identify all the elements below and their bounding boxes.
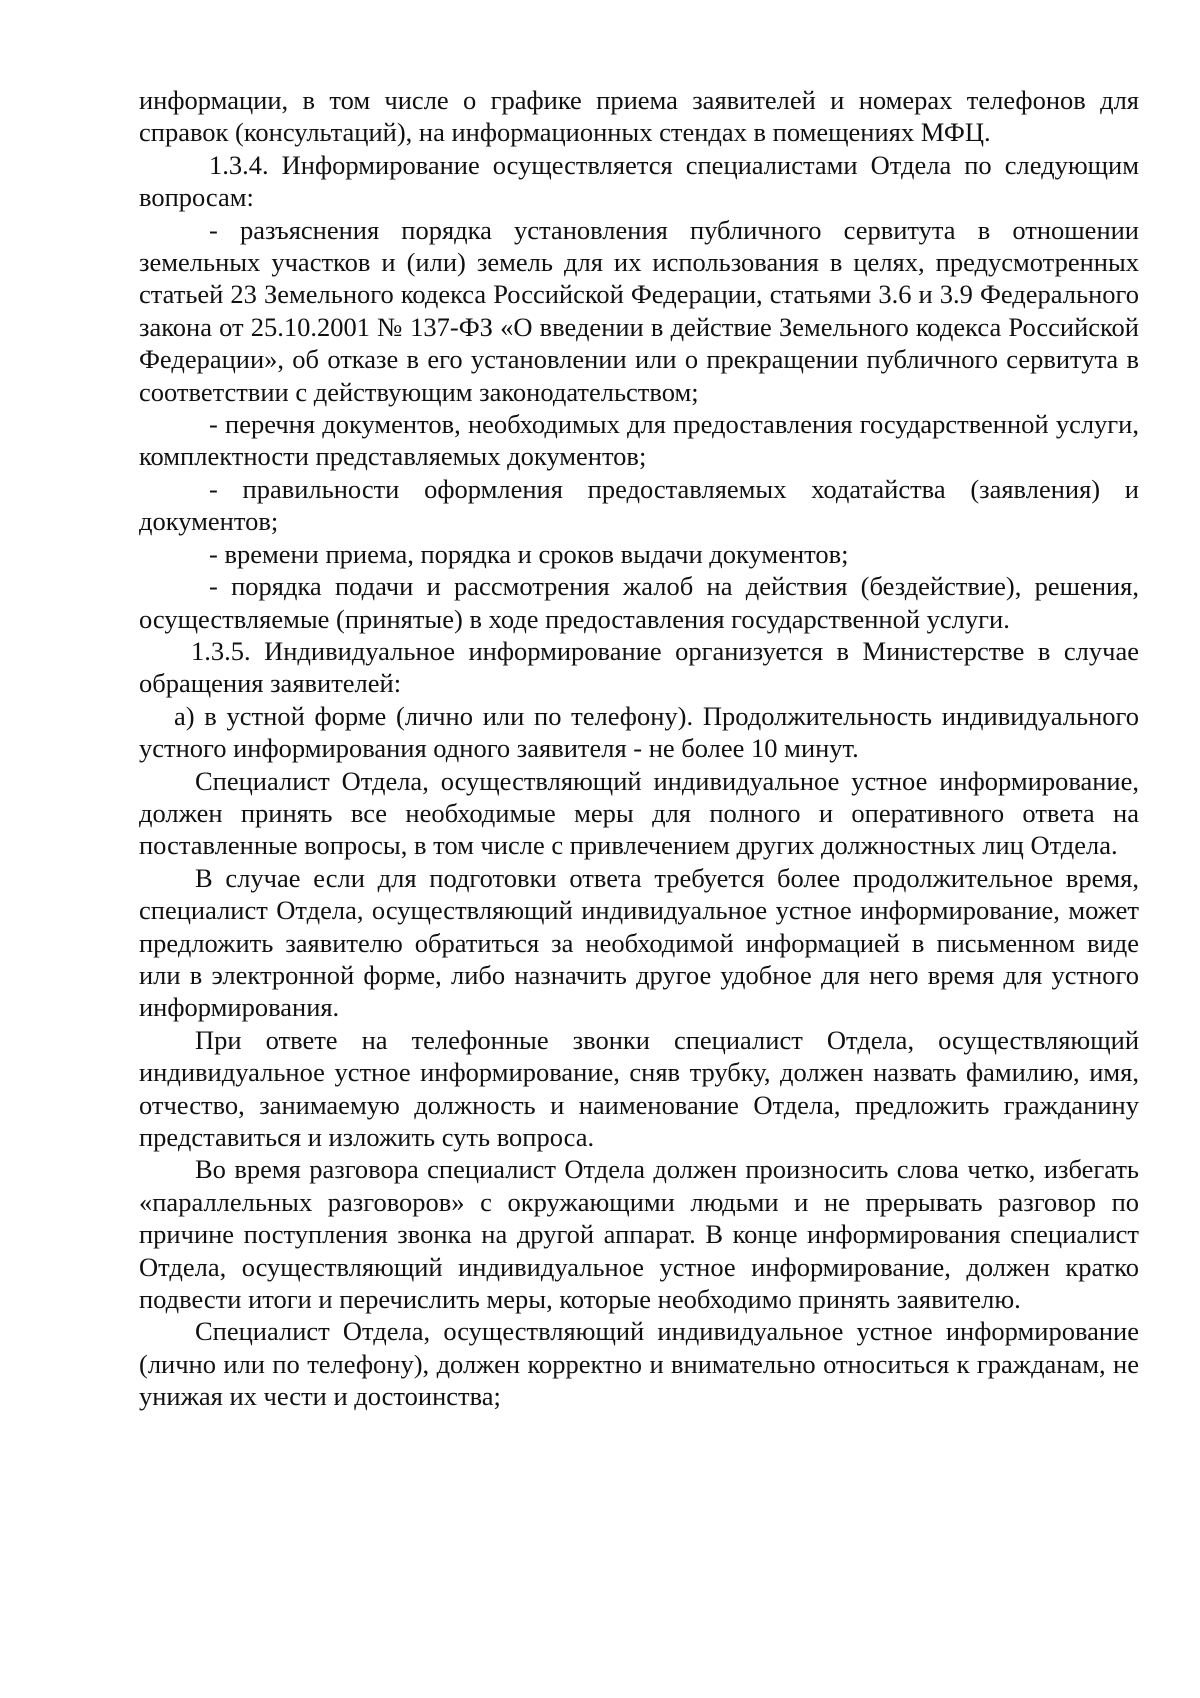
list-item-reception-time: - времени приема, порядка и сроков выдачи документов; xyxy=(209,538,849,569)
paragraph-courtesy: Специалист Отдела, осуществляющий индивидуальное устное информирование (лично или по телефону), должен корректно и внимательно относиться к гражданам, не унижая их чести и достоинства; xyxy=(139,1316,1139,1412)
paragraph-phone-calls: При ответе на телефонные звонки специалист Отдела, осуществляющий индивидуальное устное информирование, сняв трубку, должен назвать фамилию, имя, отчество, занимаемую должность и наименование Отдела, предложить гражданину представиться и изложить суть вопроса. xyxy=(139,1024,1139,1152)
document-page xyxy=(139,84,1139,1413)
paragraph-1-3-5: 1.3.5. Индивидуальное информирование организуется в Министерстве в случае обращения заявителей: xyxy=(139,635,1139,699)
list-item-servitude: - разъяснения порядка установления публичного сервитута в отношении земельных участков и (или) земель для их использования в целях, предусмотренных статьей 23 Земельного кодекса Российской Федерации, статьями 3.6 и 3.9 Федерального закона от 25.10.2001 № 137-ФЗ «О введении в действие Земельного кодекса Российской Федерации», об отказе в его установлении или о прекращении публичного сервитута в соответствии с действующим законодательством; xyxy=(139,214,1139,407)
paragraph-conversation: Во время разговора специалист Отдела должен произносить слова четко, избегать «параллельных разговоров» с окружающими людьми и не прерывать разговор по причине поступления звонка на другой аппарат. В конце информирования специалист Отдела, осуществляющий индивидуальное устное информирование, должен кратко подвести итоги и перечислить меры, которые необходимо принять заявителю. xyxy=(139,1154,1139,1315)
list-item-complaints: - порядка подачи и рассмотрения жалоб на действия (бездействие), решения, осуществляемые (принятые) в ходе предоставления государственной услуги. xyxy=(139,571,1139,634)
paragraph-1-3-4: 1.3.4. Информирование осуществляется специалистами Отдела по следующим вопросам: xyxy=(139,149,1139,213)
paragraph-longer-time: В случае если для подготовки ответа требуется более продолжительное время, специалист Отдела, осуществляющий индивидуальное устное информирование, может предложить заявителю обратиться за необходимой информацией в письменном виде или в электронной форме, либо назначить другое удобное для него время для устного информирования. xyxy=(139,862,1139,1023)
paragraph-specialist-measures: Специалист Отдела, осуществляющий индивидуальное устное информирование, должен принять все необходимые меры для полного и оперативного ответа на поставленные вопросы, в том числе с привлечением других должностных лиц Отдела. xyxy=(139,765,1139,861)
paragraph-continuation: информации, в том числе о графике приема заявителей и номерах телефонов для справок (консультаций), на информационных стендах в помещениях МФЦ. xyxy=(139,85,1139,148)
paragraph-oral-form: а) в устной форме (лично или по телефону). Продолжительность индивидуального устного информирования одного заявителя - не более 10 минут. xyxy=(139,700,1139,764)
list-item-documents: - перечня документов, необходимых для предоставления государственной услуги, комплектности представляемых документов; xyxy=(139,409,1139,472)
list-item-correctness: - правильности оформления предоставляемых ходатайства (заявления) и документов; xyxy=(139,473,1139,537)
